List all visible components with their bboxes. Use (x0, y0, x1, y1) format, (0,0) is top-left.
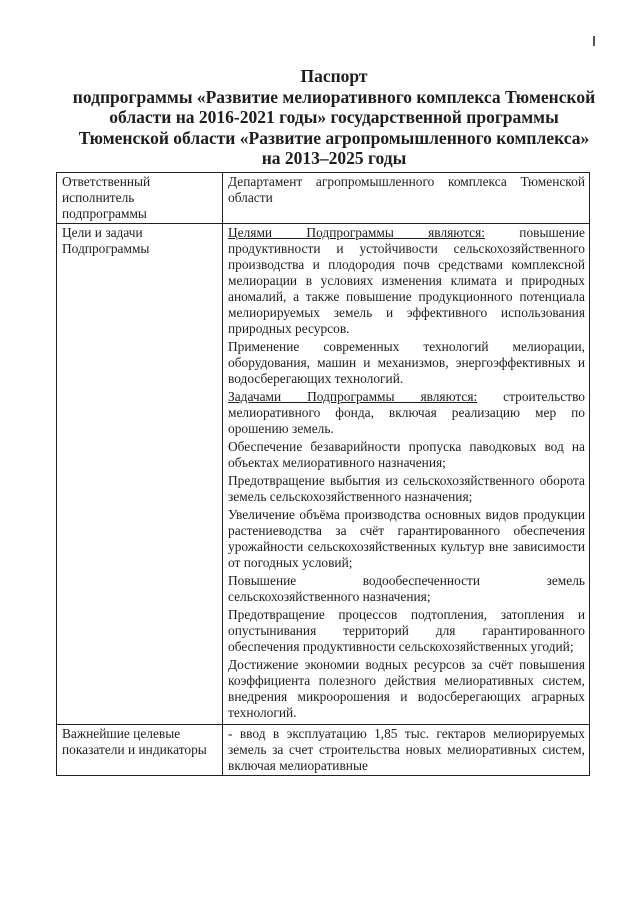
row-label-responsible: Ответственный исполнитель подпрограммы (57, 173, 223, 224)
row-value-goals-tasks (223, 224, 590, 725)
row-value-responsible: Департамент агропромышленного комплекса Тюменской области (223, 173, 590, 224)
goals-heading: Целями Подпрограммы являются: (228, 225, 485, 240)
row-value-indicators: - ввод в эксплуатацию 1,85 тыс. гектаров мелиорируемых земель за счет строительства новых мелиоративных систем, включая мелиоративные (228, 726, 585, 773)
task-water-economy: Достижение экономии водных ресурсов за счёт повышения коэффициента полезного действия мелиоративных систем, внедрения микроорошения и водосберегающих аграрных технологий. (228, 657, 585, 720)
row-value-indicators-cell (223, 725, 590, 776)
document-title (60, 66, 608, 169)
title-line-years: области на 2016-2021 годы» государственной программы (109, 107, 559, 127)
task-water-supply: Повышение водообеспеченности земель сельскохозяйственного назначения; (228, 573, 585, 604)
goal-technologies: Применение современных технологий мелиорации, оборудования, машин и механизмов, энергоэффективных и водосберегающих технологий. (228, 339, 585, 386)
tasks-heading: Задачами Подпрограммы являются: (228, 389, 478, 404)
tasks-text: строительство мелиоративного фонда, включая реализацию мер по орошению земель. (228, 389, 586, 436)
task-flood-safety: Обеспечение безаварийности пропуска паводковых вод на объектах мелиоративного назначения; (228, 439, 585, 470)
tasks-paragraph (228, 389, 585, 437)
table-row-indicators (57, 725, 590, 776)
row-label-indicators: Важнейшие целевые показатели и индикаторы (57, 725, 223, 776)
task-land-retention: Предотвращение выбытия из сельскохозяйственного оборота земель сельскохозяйственного назначения; (228, 473, 585, 504)
page-corner-mark (593, 36, 595, 46)
goals-text: повышение продуктивности и устойчивости сельскохозяйственного производства и плодородия почв средствами комплексной мелиорации в условиях изменения климата и природных аномалий, а также повышение продукционного потенциала мелиорируемых земель и эффективного использования природных ресурсов. (228, 225, 585, 336)
passport-table (56, 172, 590, 776)
task-flood-prevention: Предотвращение процессов подтопления, затопления и опустынивания территорий для гарантированного обеспечения продуктивности сельскохозяйственных угодий; (228, 607, 585, 654)
table-row-goals-tasks (57, 224, 590, 725)
table-row-responsible (57, 173, 590, 224)
title-line-period: на 2013–2025 годы (261, 148, 407, 168)
title-line-subprogram: подпрограммы «Развитие мелиоративного комплекса Тюменской (72, 86, 596, 107)
title-line-program: Тюменской области «Развитие агропромышленного комплекса» (78, 127, 590, 148)
row-label-goals-tasks: Цели и задачи Подпрограммы (57, 224, 223, 725)
goals-paragraph (228, 225, 585, 337)
title-line-passport: Паспорт (300, 66, 368, 86)
task-production-growth: Увеличение объёма производства основных видов продукции растениеводства за счёт гарантированного обеспечения урожайности сельскохозяйственных культур вне зависимости от погодных условий; (228, 507, 585, 570)
